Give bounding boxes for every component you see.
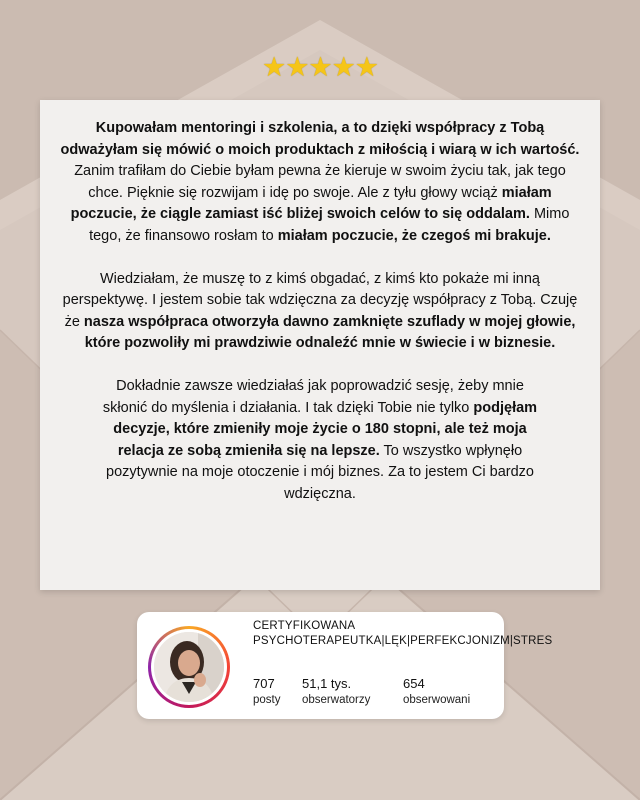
text-span: Wiedziałam, że muszę to z kimś obgadać, z kimś kto pokaże mi inną perspektywę. I jestem sobie tak wdzięczna za decyzję współpracy z Tobą. Czuję że bbox=[62, 270, 578, 330]
stat-label: posty bbox=[253, 694, 281, 706]
stat-value: 51,1 tys. bbox=[302, 676, 352, 691]
text-span: Dokładnie zawsze wiedziałaś jak poprowadzić sesję, żeby mnie skłonić do myślenia i działania. I tak dzięki Tobie nie tylko bbox=[102, 377, 524, 416]
bold-span: miałam poczucie, że czegoś mi brakuje. bbox=[277, 227, 551, 244]
stat-followers[interactable] bbox=[302, 676, 370, 708]
paragraph-3 bbox=[100, 376, 540, 506]
text-span: To wszystko wpłynęło pozytywnie na moje otoczenie i mój biznes. Za to jestem Ci bardzo wdzięczna. bbox=[106, 442, 534, 502]
profile-name: CERTYFIKOWANA PSYCHOTERAPEUTKA|LĘK|PERFEKCJONIZM|STRES bbox=[253, 620, 553, 647]
avatar[interactable] bbox=[154, 632, 224, 702]
stat-label: obserwatorzy bbox=[302, 694, 371, 706]
stat-label: obserwowani bbox=[403, 694, 471, 706]
stat-posts[interactable] bbox=[253, 676, 281, 708]
testimonial-text bbox=[58, 118, 582, 506]
bold-intro: Kupowałam mentoringi i szkolenia, a to dzięki współpracy z Tobą odważyłam się mówić o moich produktach z miłością i wiarą w ich wartość. bbox=[60, 120, 580, 158]
stat-value: 707 bbox=[253, 676, 275, 691]
stat-following[interactable] bbox=[403, 676, 470, 708]
paragraph-2 bbox=[58, 269, 582, 355]
text-span: Zanim trafiłam do Ciebie byłam pewna że kieruje w swoim życiu tak, jak tego chce. Pięknie się rozwijam i idę po swoje. Ale z tyłu głowy wciąż bbox=[74, 163, 566, 201]
profile-card[interactable] bbox=[137, 612, 553, 719]
stat-value: 654 bbox=[403, 676, 425, 691]
story-ring[interactable] bbox=[148, 626, 230, 708]
text-span: Mimo tego, że finansowo rosłam to bbox=[89, 206, 570, 244]
bold-span: nasza współpraca otworzyła dawno zamknięte szuflady w mojej głowie, które pozwoliły mi prawdziwie odnaleźć mnie w świecie i w biznesie. bbox=[83, 313, 576, 352]
bold-span: miałam poczucie, że ciągle zamiast iść bliżej swoich celów to się oddalam. bbox=[70, 184, 552, 223]
rating-stars: ★★★★★ bbox=[261, 52, 379, 82]
avatar-photo bbox=[154, 632, 224, 702]
bold-span: podjęłam decyzje, które zmieniły moje życie o 180 stopni, ale też moja relacja ze sobą zmieniła się na lepsze. bbox=[113, 399, 538, 459]
paragraph-1 bbox=[58, 118, 582, 248]
